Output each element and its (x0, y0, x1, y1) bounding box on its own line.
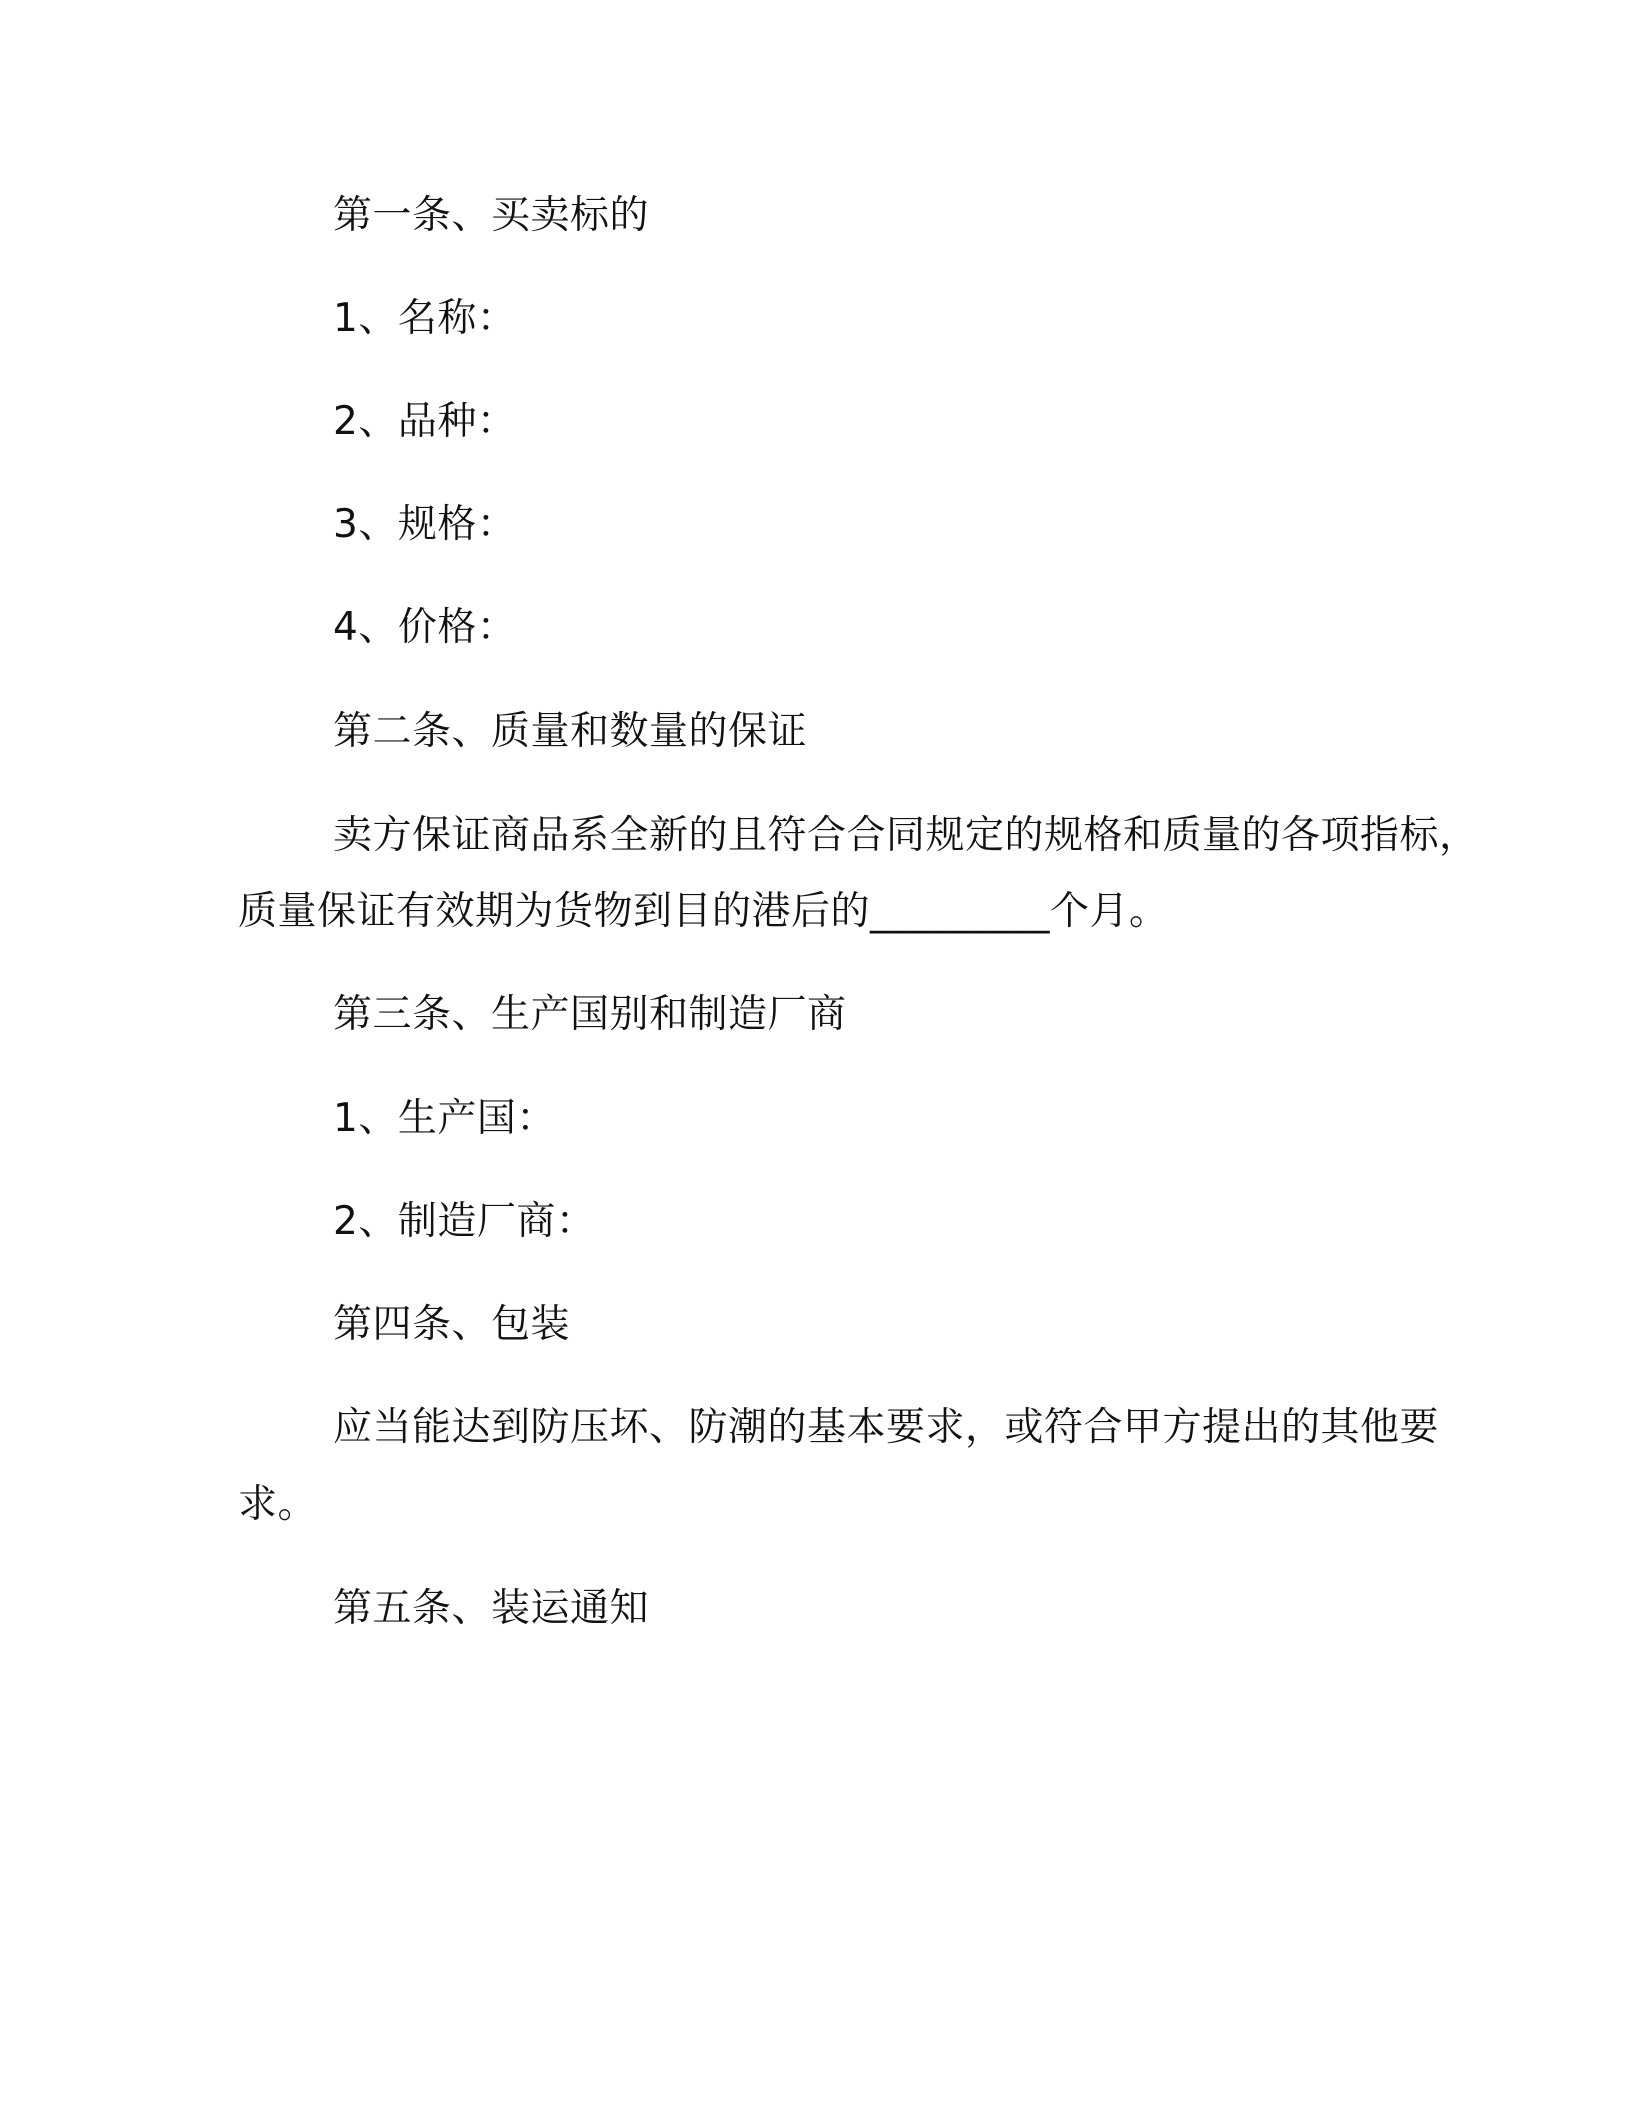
article-3-heading: 第三条、生产国别和制造厂商 (333, 992, 847, 1037)
article-2-heading: 第二条、质量和数量的保证 (333, 709, 808, 754)
article-1-item-price: 4、价格： (333, 605, 517, 650)
article-4-heading: 第四条、包装 (333, 1302, 571, 1347)
article-5-heading: 第五条、装运通知 (333, 1586, 650, 1631)
article-3-item-manufacturer: 2、制造厂商： (333, 1199, 596, 1244)
article-2-paragraph-line-1: 卖方保证商品系全新的且符合合同规定的规格和质量的各项指标， (333, 813, 1479, 858)
article-3-item-country: 1、生产国： (333, 1096, 556, 1141)
article-1-item-name: 1、名称： (333, 296, 517, 341)
article-1-item-spec: 3、规格： (333, 502, 517, 547)
article-1-heading: 第一条、买卖标的 (333, 193, 650, 238)
article-1-item-variety: 2、品种： (333, 399, 517, 444)
article-4-paragraph-line-2: 求。 (238, 1482, 318, 1527)
article-4-paragraph-line-1: 应当能达到防压坏、防潮的基本要求，或符合甲方提出的其他要 (333, 1405, 1440, 1450)
article-2-paragraph-line-2: 质量保证有效期为货物到目的港后的_________个月。 (238, 889, 1169, 934)
